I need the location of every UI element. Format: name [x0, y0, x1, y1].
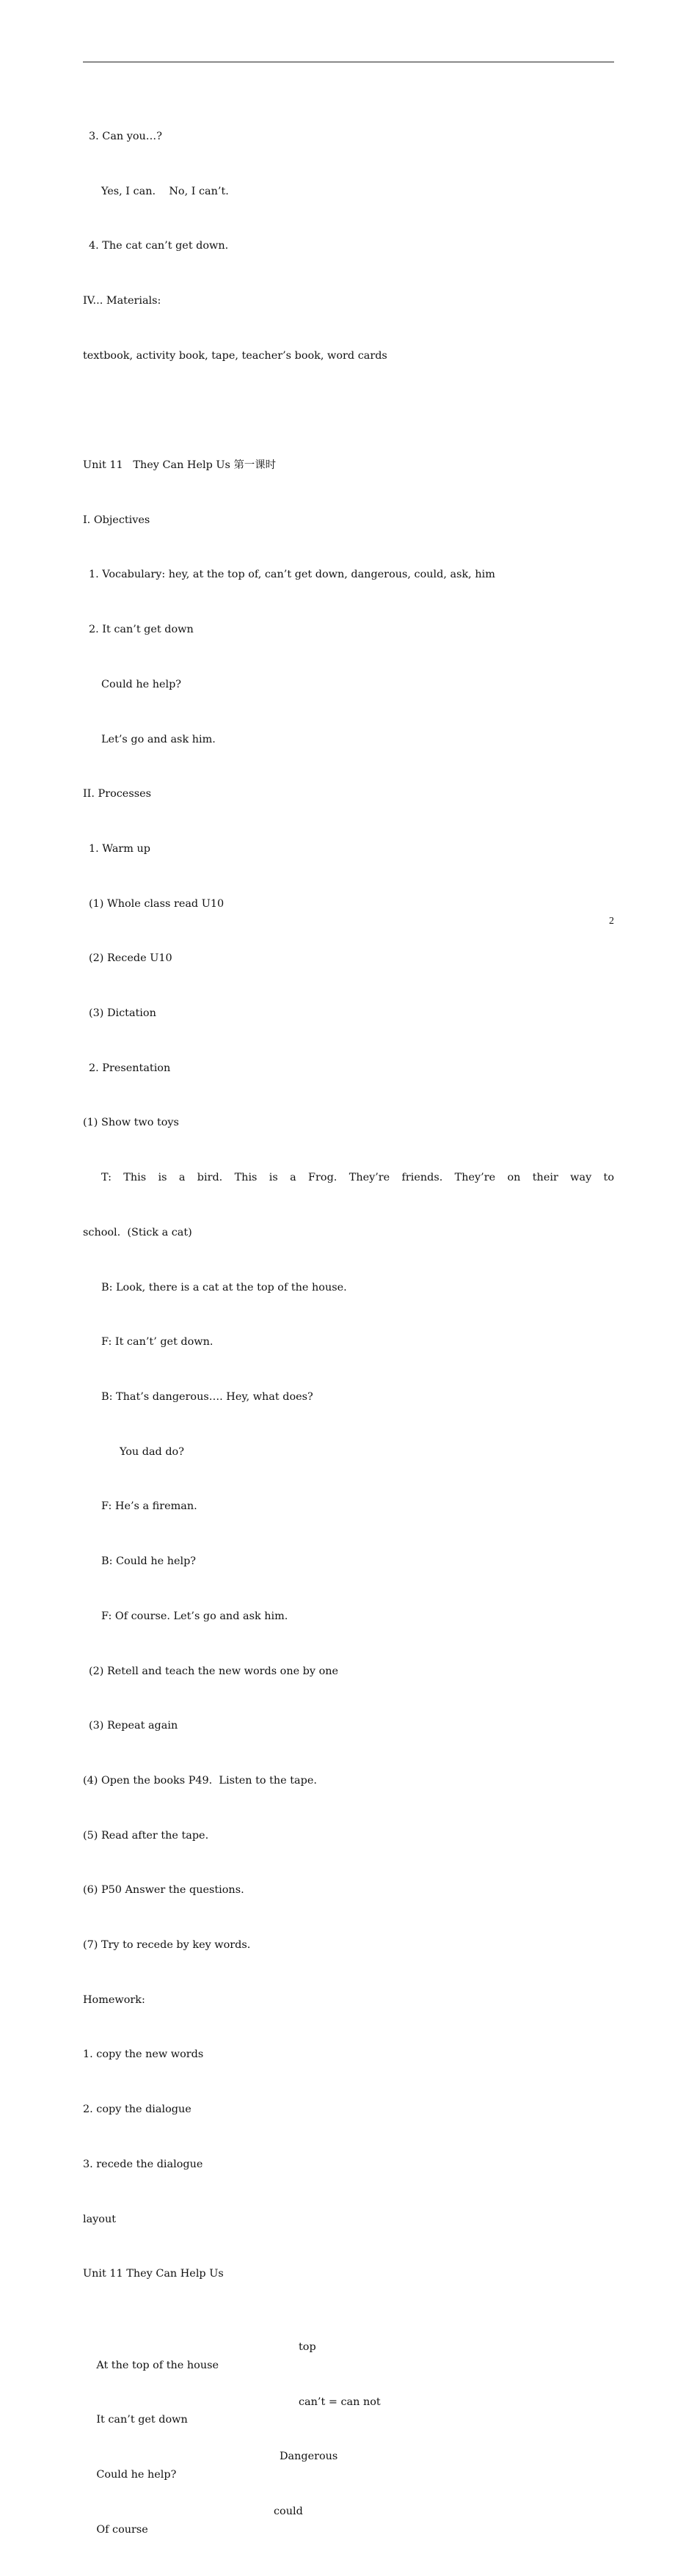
text-line: Yes, I can. No, I can’t.	[101, 185, 229, 197]
dialogue-line: F: He’s a fireman.	[101, 1500, 197, 1513]
text-line: (3) Repeat again	[89, 1720, 178, 1732]
layout-row	[83, 2448, 614, 2481]
layout-row	[83, 2503, 614, 2536]
layout-right: top	[299, 2340, 316, 2353]
text-line: (6) P50 Answer the questions.	[83, 1884, 244, 1897]
section-heading: layout	[83, 2213, 117, 2225]
layout-left: Of course	[96, 2523, 148, 2536]
text-line: 3. recede the dialogue	[83, 2158, 203, 2170]
dialogue-line: F: Of course. Let’s go and ask him.	[101, 1610, 288, 1622]
dialogue-line: B: That’s dangerous…. Hey, what does?	[101, 1390, 313, 1403]
layout-left: It can’t get down	[96, 2414, 188, 2426]
text-line: (4) Open the books P49. Listen to the tape.	[83, 1774, 317, 1787]
text-line: 1. Vocabulary: hey, at the top of, can’t get down, dangerous, could, ask, him	[89, 569, 495, 581]
document-body	[83, 91, 614, 2539]
text-line: Could he help?	[101, 678, 182, 690]
dialogue-line: school. (Stick a cat)	[83, 1226, 192, 1238]
dialogue-line: T: This is a bird. This is a Frog. They’re friends. They’re on their way to	[101, 1172, 614, 1184]
layout-row	[83, 2393, 614, 2426]
text-line: 2. copy the dialogue	[83, 2104, 191, 2116]
text-line: (1) Show two toys	[83, 1117, 179, 1129]
text-line: 1. Warm up	[89, 842, 151, 855]
section-heading: Homework:	[83, 1993, 145, 2006]
layout-right: Dangerous	[280, 2451, 338, 2463]
section-heading: I. Objectives	[83, 514, 150, 526]
dialogue-line: B: Could he help?	[101, 1555, 197, 1568]
layout-left: Could he help?	[96, 2469, 177, 2481]
text-line: (3) Dictation	[89, 1007, 156, 1020]
text-line: (2) Recede U10	[89, 952, 172, 965]
text-line: 3. Can you…?	[89, 130, 162, 142]
section-heading: IV... Materials:	[83, 294, 161, 307]
layout-right: could	[274, 2505, 303, 2517]
text-line: 1. copy the new words	[83, 2048, 204, 2061]
blank-line	[83, 401, 614, 420]
text-line: (2) Retell and teach the new words one by one	[89, 1665, 339, 1677]
text-line: (1) Whole class read U10	[89, 897, 225, 910]
text-line: textbook, activity book, tape, teacher’s book, word cards	[83, 349, 387, 362]
text-line: 2. Presentation	[89, 1062, 171, 1074]
text-line: 4. The cat can’t get down.	[89, 240, 229, 252]
text-line: Unit 11 They Can Help Us	[83, 2268, 224, 2280]
dialogue-line: F: It can’t’ get down.	[101, 1336, 214, 1349]
dialogue-line: B: Look, there is a cat at the top of the house.	[101, 1281, 347, 1294]
text-line: 2. It can’t get down	[89, 624, 194, 636]
layout-left: At the top of the house	[96, 2359, 219, 2371]
page-number: 2	[609, 916, 614, 927]
text-line: Let’s go and ask him.	[101, 733, 216, 745]
layout-right: can’t = can not	[299, 2396, 381, 2408]
text-line: (7) Try to recede by key words.	[83, 1939, 251, 1952]
dialogue-line: You dad do?	[120, 1445, 184, 1458]
text-line: (5) Read after the tape.	[83, 1829, 209, 1842]
layout-row	[83, 2338, 614, 2371]
unit-title: Unit 11 They Can Help Us 第一课时	[83, 459, 277, 472]
section-heading: II. Processes	[83, 788, 151, 800]
